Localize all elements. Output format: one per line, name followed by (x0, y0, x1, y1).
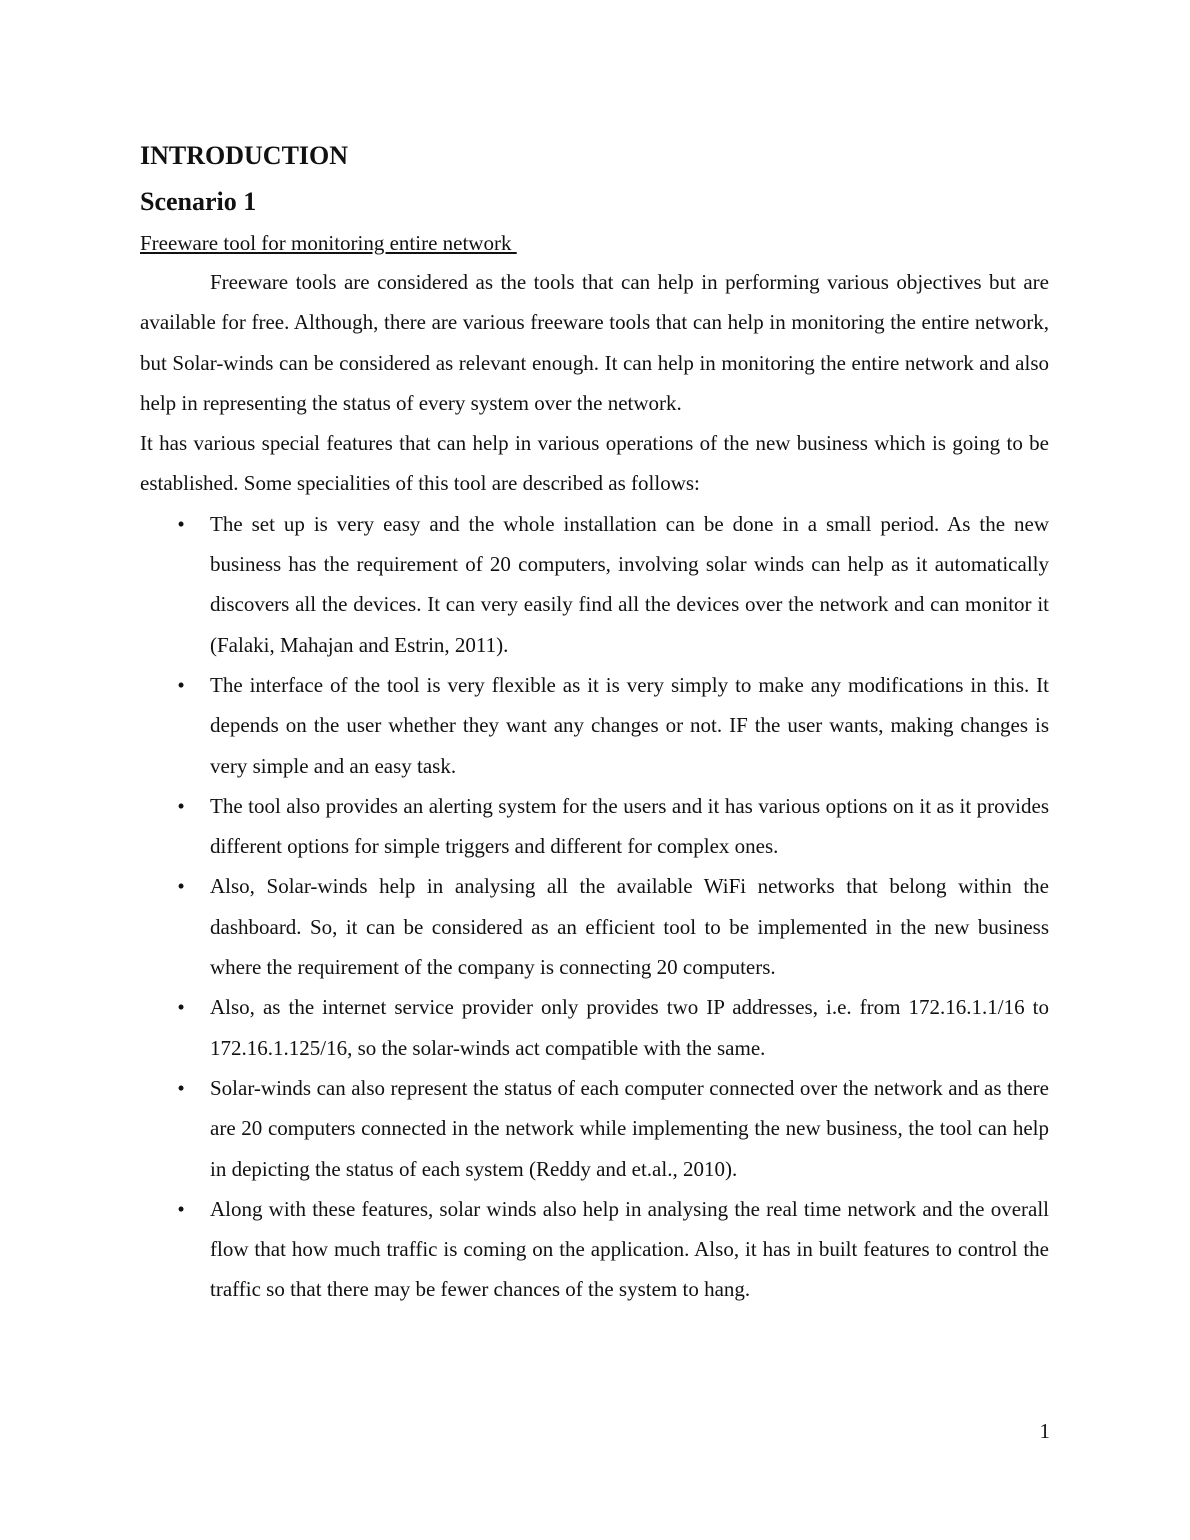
list-item-text: The set up is very easy and the whole installation can be done in a small period. As the new business has the requirement of 20 computers, involving solar winds can help as it automatically discovers all the devices. It can very easily find all the devices over the network and can monitor it (Falaki, Mahajan and Estrin, 2011). (210, 511, 1049, 657)
list-item-text: Also, Solar-winds help in analysing all the available WiFi networks that belong within the dashboard. So, it can be considered as an efficient tool to be implemented in the new business where the requirement of the company is connecting 20 computers. (210, 874, 1049, 980)
list-item-text: Also, as the internet service provider only provides two IP addresses, i.e. from 172.16.1.1/16 to 172.16.1.125/16, so the solar-winds act compatible with the same. (210, 995, 1049, 1060)
bullet-icon: • (177, 995, 185, 1020)
section-subheading: Freeware tool for monitoring entire network (140, 231, 517, 255)
bullet-icon: • (177, 874, 185, 899)
list-item (140, 504, 1049, 665)
list-item-text: The interface of the tool is very flexible as it is very simply to make any modifications in this. It depends on the user whether they want any changes or not. IF the user wants, making changes is very simple and an easy task. (210, 672, 1049, 778)
list-item (140, 1068, 1049, 1189)
bullet-icon: • (177, 1196, 185, 1221)
list-item (140, 665, 1049, 786)
features-list (140, 504, 1049, 1310)
list-item (140, 786, 1049, 867)
features-paragraph: It has various special features that can help in various operations of the new business which is going to be established. Some specialities of this tool are described as follows: (140, 431, 1049, 496)
list-item-text: Solar-winds can also represent the status of each computer connected over the network and as there are 20 computers connected in the network while implementing the new business, the tool can help in depicting the status of each system (Reddy and et.al., 2010). (210, 1075, 1049, 1181)
intro-paragraph: Freeware tools are considered as the tools that can help in performing various objectives but are available for free. Although, there are various freeware tools that can help in monitoring the entire network, but Solar-winds can be considered as relevant enough. It can help in monitoring the entire network and also help in representing the status of every system over the network. (140, 270, 1049, 415)
scenario-heading: Scenario 1 (140, 187, 257, 216)
page-number: 1 (1039, 1419, 1050, 1443)
bullet-icon: • (177, 793, 185, 818)
list-item (140, 1189, 1049, 1310)
list-item (140, 866, 1049, 987)
document-title: INTRODUCTION (140, 141, 349, 170)
list-item-text: Along with these features, solar winds also help in analysing the real time network and the overall flow that how much traffic is coming on the application. Also, it has in built features to control the traffic so that there may be fewer chances of the system to hang. (210, 1196, 1049, 1302)
bullet-icon: • (177, 511, 185, 536)
bullet-icon: • (177, 672, 185, 697)
list-item-text: The tool also provides an alerting system for the users and it has various options on it as it provides different options for simple triggers and different for complex ones. (210, 793, 1049, 859)
list-item (140, 987, 1049, 1068)
document-page (140, 138, 1049, 1310)
bullet-icon: • (177, 1075, 185, 1100)
